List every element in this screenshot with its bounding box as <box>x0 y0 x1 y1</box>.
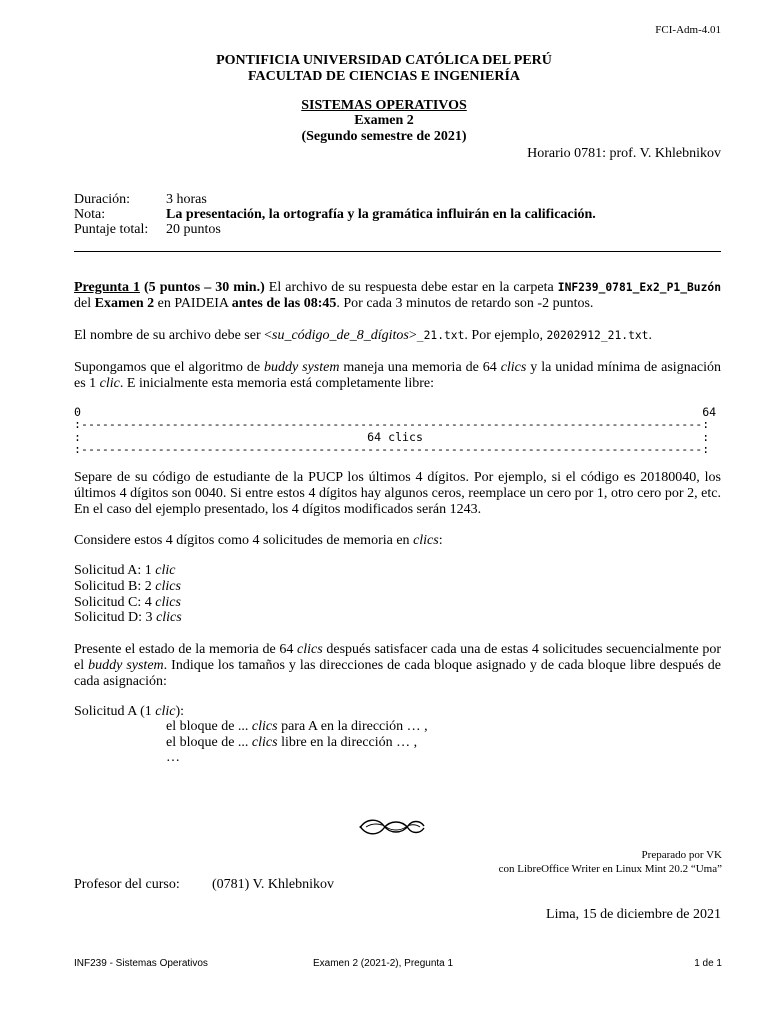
p1-g: . E inicialmente esta memoria está completamente libre: <box>119 376 434 391</box>
professor-label: Profesor del curso: <box>74 877 180 892</box>
date-line: Lima, 15 de diciembre de 2021 <box>546 907 721 922</box>
semester: (Segundo semestre de 2021) <box>301 129 467 144</box>
paragraph-student-code: Separe de su código de estudiante de la PUCP los últimos 4 dígitos. Por ejemplo, si el código es 20180040, los últimos 4 dígitos son 0040. Si entre estos 4 dígitos hay algunos ceros, reemplace un cero por 1, otro cero por 2, etc. En el caso del ejemplo presentado, los 4 dígitos modificados serán 1243. <box>74 470 721 517</box>
p4-a: Presente el estado de la memoria de 64 <box>74 642 298 657</box>
intro-text-c: en PAIDEIA <box>154 296 232 311</box>
request-b <box>74 579 181 595</box>
paragraph-task <box>74 642 721 690</box>
answer-l2-b: clics <box>251 735 278 750</box>
memory-diagram <box>74 406 724 456</box>
request-d-unit: clics <box>156 610 182 625</box>
diagram-line-4: :-----------------------------------------------------------------------------------------: <box>74 442 710 457</box>
p1-d: clics <box>500 360 527 375</box>
answer-line-1 <box>166 719 428 735</box>
ornament-icon <box>356 814 428 840</box>
p1-f: clic <box>99 376 120 391</box>
university-name: PONTIFICIA UNIVERSIDAD CATÓLICA DEL PERÚ <box>216 53 552 68</box>
question-title: Pregunta 1 <box>74 280 140 295</box>
answer-l2-c: libre en la dirección … , <box>277 735 418 750</box>
p3-c: : <box>438 533 443 548</box>
p1-c: maneja una memoria de 64 <box>339 360 501 375</box>
footer-course: INF239 - Sistemas Operativos <box>74 958 208 969</box>
p3-b: clics <box>413 533 439 548</box>
answer-l1-b: clics <box>251 719 278 734</box>
total-value: 20 puntos <box>166 222 221 237</box>
footer-page: 1 de 1 <box>694 958 722 969</box>
answer-line-3: … <box>166 750 180 765</box>
intro-text-d: . Por cada 3 minutos de retardo son -2 puntos. <box>336 296 594 311</box>
paragraph-buddy-system <box>74 360 721 392</box>
answer-l1-c: para A en la dirección … , <box>277 719 428 734</box>
answer-heading <box>74 704 184 720</box>
request-d-label: Solicitud D: 3 <box>74 610 157 625</box>
diagram-line-1: 0 64 <box>74 405 717 419</box>
answer-line-2 <box>166 735 417 751</box>
prepared-with: con LibreOffice Writer en Linux Mint 20.2 “Uma” <box>498 863 722 875</box>
p1-a: Supongamos que el algoritmo de <box>74 360 264 375</box>
paragraph-requests-intro <box>74 533 721 549</box>
p1-b: buddy system <box>263 360 340 375</box>
p4-e: . Indique los tamaños y las direcciones de cada bloque asignado y de cada bloque libre después de cada asignación: <box>74 658 722 689</box>
total-label: Puntaje total: <box>74 222 149 237</box>
document-code: FCI-Adm-4.01 <box>655 24 721 36</box>
question-points: (5 puntos – 30 min.) <box>144 280 265 295</box>
intro-text-a: El archivo de su respuesta debe estar en la carpeta <box>264 280 554 295</box>
answer-l1-a: el bloque de ... <box>166 719 252 734</box>
filename-text-c: . Por ejemplo, <box>464 328 547 343</box>
professor-name: (0781) V. Khlebnikov <box>212 877 334 892</box>
footer-exam: Examen 2 (2021-2), Pregunta 1 <box>313 958 454 969</box>
request-b-unit: clics <box>155 579 181 594</box>
duration-label: Duración: <box>74 192 130 207</box>
request-c <box>74 595 181 611</box>
answer-l2-a: el bloque de ... <box>166 735 252 750</box>
note-value: La presentación, la ortografía y la gramática influirán en la calificación. <box>166 207 596 222</box>
filename-instruction <box>74 328 652 344</box>
duration-value: 3 horas <box>166 192 207 207</box>
filename-text-a: El nombre de su archivo debe ser < <box>74 328 272 343</box>
p4-b: clics <box>297 642 323 657</box>
question-intro <box>74 280 721 312</box>
diagram-line-3: : 64 clics : <box>74 429 710 444</box>
filename-variable: su_código_de_8_dígitos <box>272 328 409 343</box>
p1-e: y la unidad mínima de asignación es 1 <box>74 360 722 391</box>
deadline: antes de las 08:45 <box>231 296 337 311</box>
prepared-by: Preparado por VK <box>641 849 722 861</box>
p4-d: buddy system <box>88 658 164 673</box>
request-d <box>74 610 182 626</box>
answer-head-c: ): <box>175 704 185 719</box>
request-c-label: Solicitud C: 4 <box>74 595 156 610</box>
intro-text-b: del <box>74 296 95 311</box>
filename-text-d: . <box>648 328 652 343</box>
filename-example: 20202912_21.txt <box>546 329 649 342</box>
folder-name: INF239_0781_Ex2_P1_Buzón <box>557 281 721 294</box>
filename-suffix: _21.txt <box>416 329 465 342</box>
note-label: Nota: <box>74 207 106 222</box>
request-c-unit: clics <box>155 595 181 610</box>
request-a-label: Solicitud A: 1 <box>74 563 156 578</box>
p4-c: después satisfacer cada una de estas 4 solicitudes secuencialmente por el <box>74 642 721 673</box>
request-a <box>74 563 176 579</box>
diagram-line-2: :-----------------------------------------------------------------------------------------: <box>74 417 710 432</box>
exam-title: Examen 2 <box>354 113 414 128</box>
schedule: Horario 0781: prof. V. Khlebnikov <box>527 146 721 161</box>
faculty-name: FACULTAD DE CIENCIAS E INGENIERÍA <box>247 69 520 84</box>
request-b-label: Solicitud B: 2 <box>74 579 156 594</box>
answer-head-b: clic <box>155 704 176 719</box>
divider <box>74 251 721 252</box>
answer-head-a: Solicitud A (1 <box>74 704 156 719</box>
exam-reference: Examen 2 <box>94 296 155 311</box>
course-title: SISTEMAS OPERATIVOS <box>301 98 467 113</box>
filename-text-b: > <box>408 328 417 343</box>
request-a-unit: clic <box>155 563 176 578</box>
p3-a: Considere estos 4 dígitos como 4 solicitudes de memoria en <box>74 533 414 548</box>
